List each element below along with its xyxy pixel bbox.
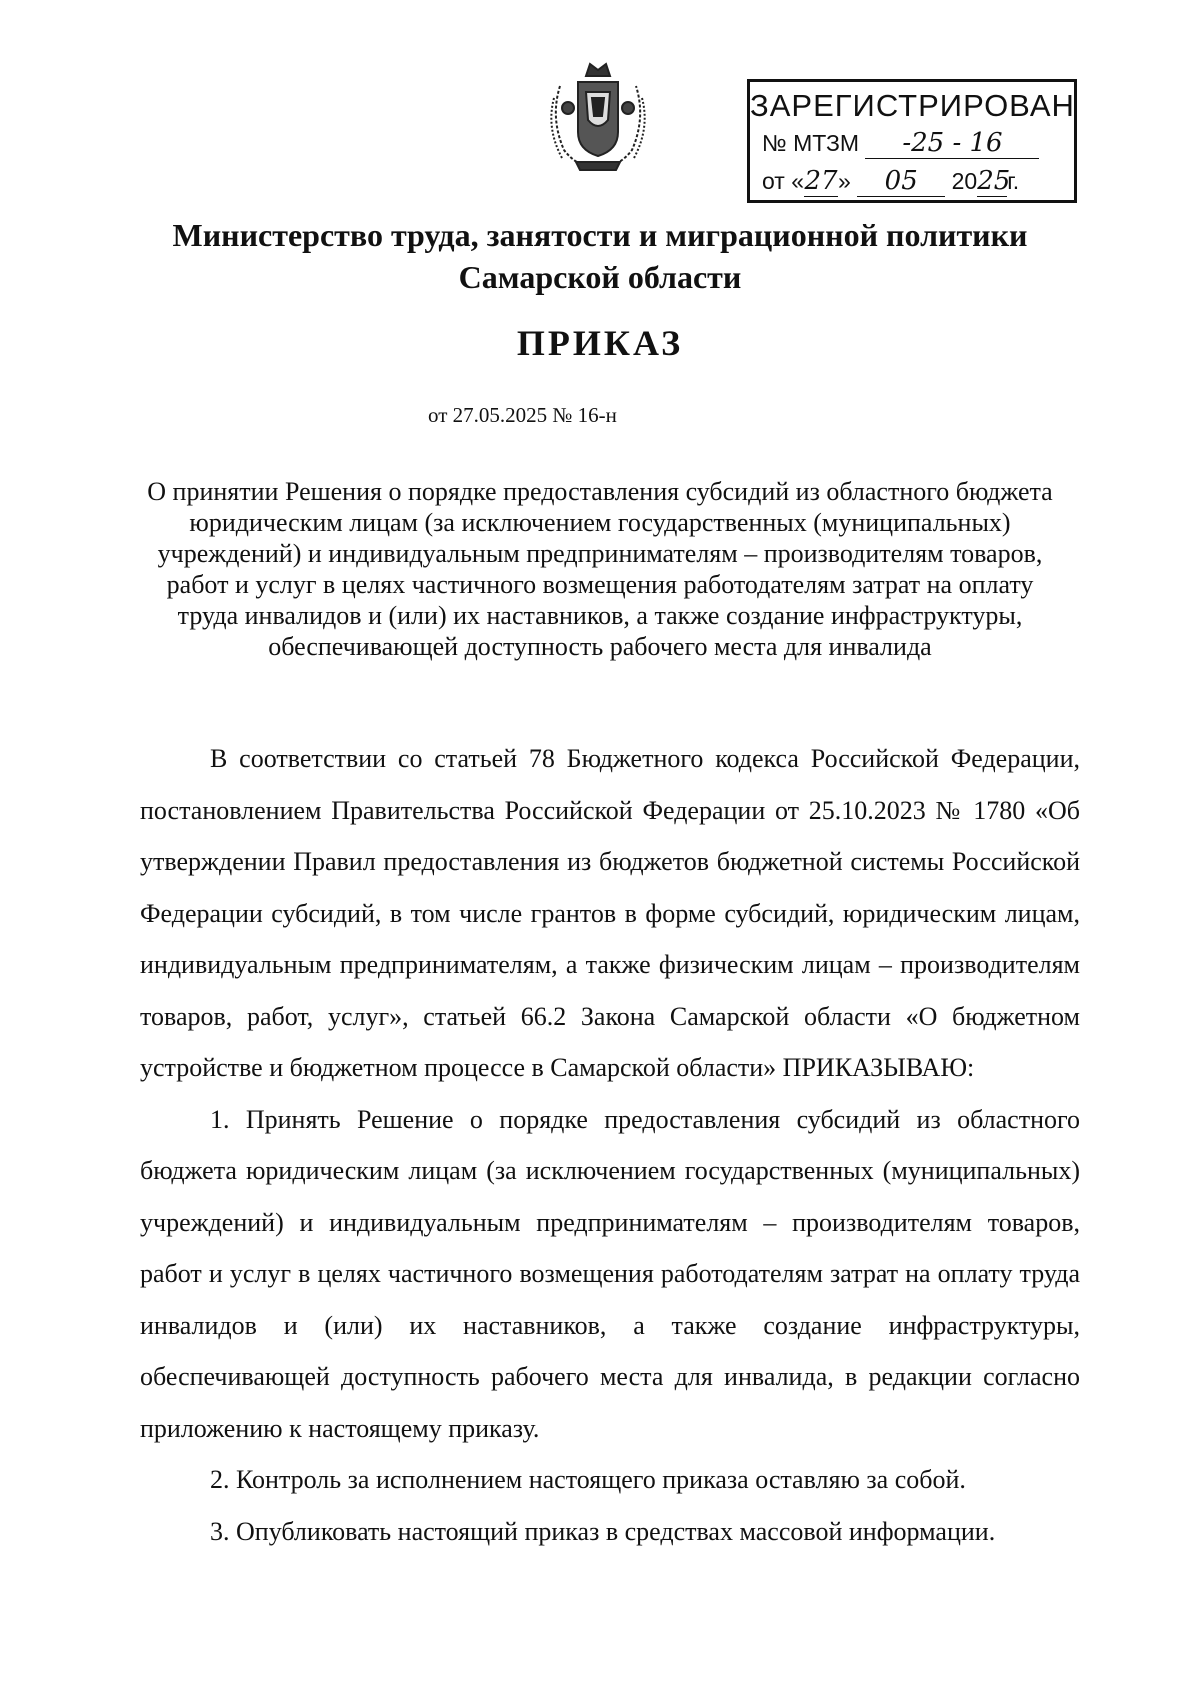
stamp-date-suffix: г.: [1007, 168, 1020, 194]
stamp-number-value: -25 - 16: [865, 128, 1039, 159]
stamp-date-prefix: от «: [762, 168, 805, 194]
coat-of-arms-icon: [546, 58, 650, 176]
ministry-name-line2: Самарской области: [458, 259, 742, 295]
order-item-1: 1. Принять Решение о порядке предоставления субсидий из областного бюджета юридическим лицам (за исключением государственных (муниципальных) учреждений) и индивидуальным предпринимателям – производителям товаров, работ и услуг в целях частичного возмещения работодателям затрат на оплату труда инвалидов и (или) их наставников, а также создание инфраструктуры, обеспечивающей доступность рабочего места для инвалида, в редакции согласно приложению к настоящему приказу.: [140, 1104, 1080, 1443]
stamp-date-mid: »: [838, 168, 851, 194]
order-subject: О принятии Решения о порядке предоставления субсидий из областного бюджета юридическим лицам (за исключением государственных (муниципальных) учреждений) и индивидуальным предпринимателям – производителям товаров, работ и услуг в целях частичного возмещения работодателям затрат на оплату труда инвалидов и (или) их наставников, а также создание инфраструктуры, обеспечивающей доступность рабочего места для инвалида: [147, 477, 1053, 661]
preamble-paragraph: В соответствии со статьей 78 Бюджетного кодекса Российской Федерации, постановлением Правительства Российской Федерации от 25.10.2023 № 1780 «Об утверждении Правил предоставления из бюджетов бюджетной системы Российской Федерации субсидий, в том числе грантов в форме субсидий, юридическим лицам, индивидуальным предпринимателям, а также физическим лицам – производителям товаров, работ, услуг», статьей 66.2 Закона Самарской области «О бюджетном устройстве и бюджетном процессе в Самарской области» ПРИКАЗЫВАЮ:: [140, 744, 1080, 1082]
order-date-number: от 27.05.2025 № 16-н: [428, 403, 617, 427]
stamp-date-year-suffix: 25: [977, 166, 1011, 196]
ministry-name-line1: Министерство труда, занятости и миграционной политики: [172, 217, 1028, 253]
document-type-title: ПРИКАЗ: [516, 323, 684, 363]
stamp-date-day: 27: [804, 166, 838, 196]
stamp-number-row: [762, 128, 1039, 159]
registration-stamp: [747, 79, 1077, 203]
ministry-name: [0, 214, 1200, 298]
order-item-3: 3. Опубликовать настоящий приказ в средствах массовой информации.: [210, 1516, 996, 1546]
order-body: [140, 733, 1080, 1557]
order-item-2: 2. Контроль за исполнением настоящего приказа оставляю за собой.: [210, 1465, 966, 1494]
stamp-date-month: 05: [857, 166, 945, 197]
coat-of-arms-emblem: [546, 58, 650, 176]
stamp-date-year-prefix: 20: [951, 168, 978, 194]
stamp-title: ЗАРЕГИСТРИРОВАН: [750, 88, 1075, 123]
stamp-number-prefix: № МТЗМ: [762, 130, 860, 156]
stamp-date-row: [762, 166, 1019, 197]
